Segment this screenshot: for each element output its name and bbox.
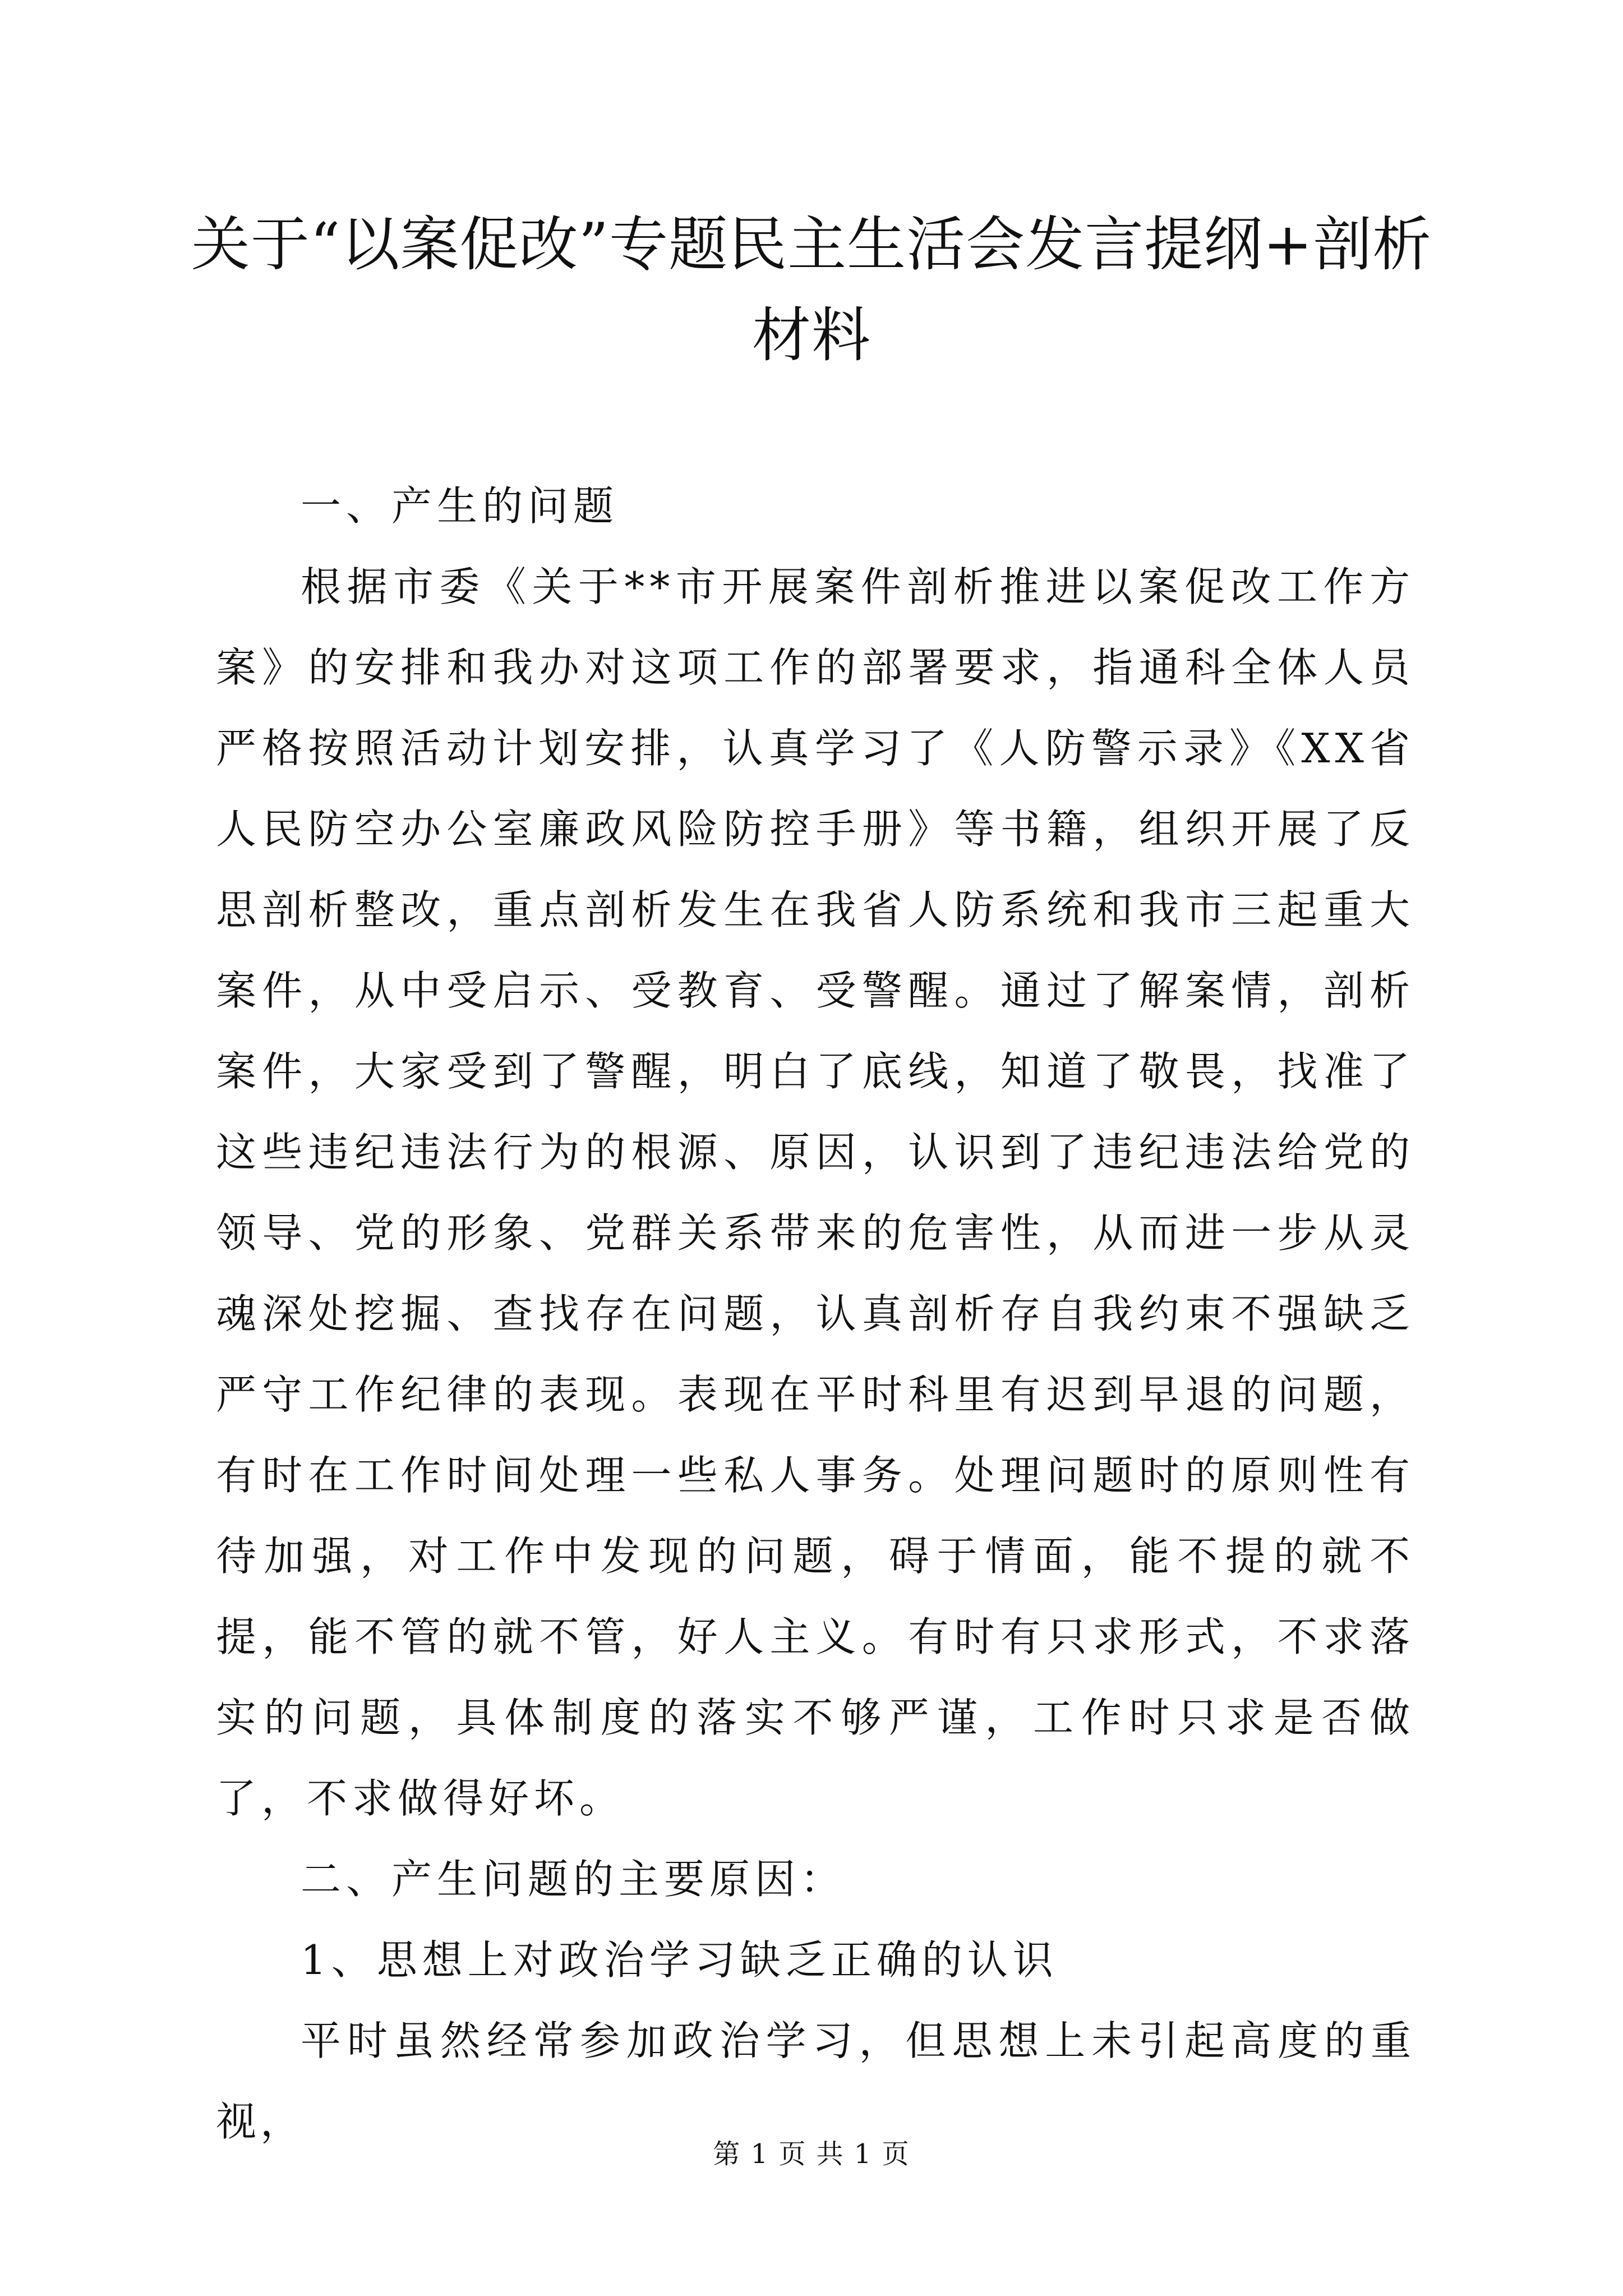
page-title: 关于“以案促改”专题民主生活会发言提纲+剖析材料 <box>191 210 1432 370</box>
page-number-footer: 第 1 页 共 1 页 <box>713 2138 910 2170</box>
section-heading-causes: 二、产生问题的主要原因： <box>301 1856 846 1903</box>
subheading-political-study: 1、思想上对政治学习缺乏正确的认识 <box>301 1936 1058 1984</box>
document-body <box>216 466 1415 2162</box>
section-heading-problems: 一、产生的问题 <box>301 482 619 530</box>
political-study-paragraph: 平时虽然经常参加政治学习，但思想上未引起高度的重视， <box>216 2017 1415 2145</box>
problems-paragraph: 根据市委《关于**市开展案件剖析推进以案促改工作方案》的安排和我办对这项工作的部署要求，指通科全体人员严格按照活动计划安排，认真学习了《人防警示录》《XX省人民防空办公室廉政风险防控手册》等书籍，组织开展了反思剖析整改，重点剖析发生在我省人防系统和我市三起重大案件，从中受启示、受教育、受警醒。通过了解案情，剖析案件，大家受到了警醒，明白了底线，知道了敬畏，找准了这些违纪违法行为的根源、原因，认识到了违纪违法给党的领导、党的形象、党群关系带来的危害性，从而进一步从灵魂深处挖掘、查找存在问题，认真剖析存自我约束不强缺乏严守工作纪律的表现。表现在平时科里有迟到早退的问题，有时在工作时间处理一些私人事务。处理问题时的原则性有待加强，对工作中发现的问题，碍于情面，能不提的就不提，能不管的就不管，好人主义。有时有只求形式，不求落实的问题，具体制度的落实不够严谨，工作时只求是否做了，不求做得好坏。 <box>216 563 1415 1822</box>
